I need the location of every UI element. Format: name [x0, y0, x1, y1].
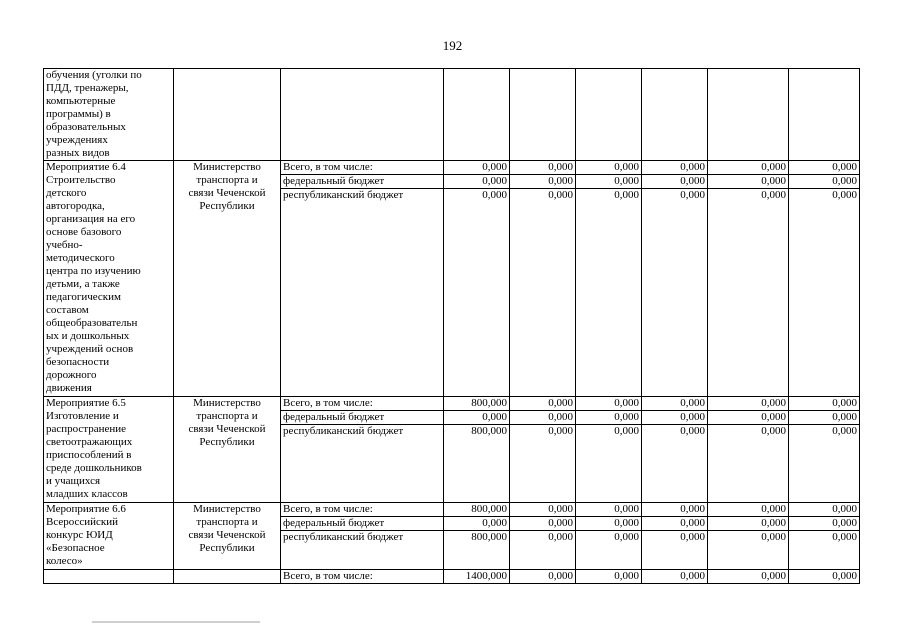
executor-line: транспорта и: [196, 410, 258, 422]
event-line: дорожного: [46, 369, 97, 381]
event-line: компьютерные: [46, 95, 116, 107]
executor-cell: [174, 69, 281, 161]
footer-path-mark: [92, 619, 262, 625]
event-line: автогородка,: [46, 200, 105, 212]
executor-line: Республики: [199, 436, 255, 448]
executor-line: Министерство: [193, 503, 261, 515]
budget-table: [43, 68, 860, 584]
value-cell: 0,000: [510, 531, 576, 570]
value-cell: [708, 69, 789, 161]
source-label: республиканский бюджет: [281, 189, 444, 397]
event-line: учебно-: [46, 239, 83, 251]
event-line: младших классов: [46, 488, 128, 500]
event-line: учреждений основ: [46, 343, 134, 355]
value-cell: 0,000: [789, 503, 860, 517]
event-line: разных видов: [46, 147, 110, 159]
event-line: колесо»: [46, 555, 83, 567]
value-cell: 800,000: [444, 425, 510, 503]
value-cell: [576, 69, 642, 161]
value-cell: 0,000: [642, 531, 708, 570]
value-cell: 0,000: [642, 517, 708, 531]
value-cell: 0,000: [789, 189, 860, 397]
value-cell: 0,000: [642, 503, 708, 517]
value-cell: 800,000: [444, 531, 510, 570]
value-cell: 0,000: [642, 411, 708, 425]
value-cell: 0,000: [510, 161, 576, 175]
value-cell: 0,000: [510, 503, 576, 517]
executor-line: связи Чеченской: [188, 423, 266, 435]
value-cell: 0,000: [708, 397, 789, 411]
table-row: [44, 69, 860, 161]
event-line: образовательных: [46, 121, 126, 133]
executor-cell: [174, 570, 281, 584]
event-line: методического: [46, 252, 115, 264]
event-line: общеобразовательн: [46, 317, 138, 329]
event-line: центра по изучению: [46, 265, 141, 277]
value-cell: [789, 69, 860, 161]
value-cell: 0,000: [510, 570, 576, 584]
source-label: Всего, в том числе:: [281, 161, 444, 175]
event-line: ых и дошкольных: [46, 330, 130, 342]
value-cell: 0,000: [789, 425, 860, 503]
value-cell: 0,000: [708, 503, 789, 517]
event-line: движения: [46, 382, 92, 394]
executor-line: связи Чеченской: [188, 187, 266, 199]
event-line: Мероприятие 6.4: [46, 161, 126, 173]
value-cell: 0,000: [642, 425, 708, 503]
event-line: Мероприятие 6.6: [46, 503, 126, 515]
event-line: детьми, а также: [46, 278, 120, 290]
total-row: [44, 570, 860, 584]
value-cell: 0,000: [576, 517, 642, 531]
source-label: Всего, в том числе:: [281, 397, 444, 411]
event-cell: [44, 397, 174, 503]
event-line: педагогическим: [46, 291, 122, 303]
value-cell: 1400,000: [444, 570, 510, 584]
value-cell: 0,000: [708, 411, 789, 425]
event-line: детского: [46, 187, 87, 199]
value-cell: 0,000: [510, 175, 576, 189]
event-cell: [44, 570, 174, 584]
event-line: учреждениях: [46, 134, 108, 146]
value-cell: 0,000: [642, 397, 708, 411]
executor-line: Республики: [199, 200, 255, 212]
event-line: обучения (уголки по: [46, 69, 142, 81]
value-cell: 0,000: [789, 517, 860, 531]
event-line: Строительство: [46, 174, 116, 186]
event-line: Изготовление и: [46, 410, 119, 422]
event-line: программы) в: [46, 108, 111, 120]
source-label: федеральный бюджет: [281, 517, 444, 531]
value-cell: 0,000: [444, 161, 510, 175]
footer-file-path: [92, 619, 262, 627]
executor-cell: [174, 397, 281, 503]
value-cell: 0,000: [510, 425, 576, 503]
value-cell: 0,000: [789, 531, 860, 570]
source-label: Всего, в том числе:: [281, 503, 444, 517]
value-cell: 0,000: [576, 411, 642, 425]
event-line: организация на его: [46, 213, 136, 225]
value-cell: 0,000: [444, 189, 510, 397]
event-cell: [44, 503, 174, 570]
value-cell: 0,000: [576, 425, 642, 503]
event-line: приспособлений в: [46, 449, 132, 461]
executor-line: связи Чеченской: [188, 529, 266, 541]
value-cell: 0,000: [789, 175, 860, 189]
value-cell: 0,000: [576, 397, 642, 411]
value-cell: 0,000: [708, 531, 789, 570]
source-label: федеральный бюджет: [281, 175, 444, 189]
event-line: светоотражающих: [46, 436, 133, 448]
executor-cell: [174, 161, 281, 397]
value-cell: 0,000: [708, 189, 789, 397]
value-cell: 0,000: [708, 161, 789, 175]
value-cell: 0,000: [444, 175, 510, 189]
value-cell: 0,000: [642, 570, 708, 584]
value-cell: 0,000: [642, 161, 708, 175]
event-cell: [44, 161, 174, 397]
value-cell: 0,000: [789, 397, 860, 411]
source-label: республиканский бюджет: [281, 425, 444, 503]
value-cell: 0,000: [642, 175, 708, 189]
event-line: конкурс ЮИД: [46, 529, 113, 541]
executor-line: Министерство: [193, 397, 261, 409]
event-line: «Безопасное: [46, 542, 105, 554]
value-cell: 0,000: [576, 175, 642, 189]
executor-line: Министерство: [193, 161, 261, 173]
value-cell: 0,000: [510, 397, 576, 411]
value-cell: 0,000: [444, 411, 510, 425]
value-cell: 800,000: [444, 397, 510, 411]
table-row: [44, 161, 860, 175]
value-cell: 0,000: [708, 517, 789, 531]
event-line: основе базового: [46, 226, 122, 238]
event-line: распространение: [46, 423, 127, 435]
event-line: Всероссийский: [46, 516, 119, 528]
value-cell: [510, 69, 576, 161]
event-line: составом: [46, 304, 89, 316]
value-cell: 0,000: [708, 570, 789, 584]
value-cell: 0,000: [789, 411, 860, 425]
executor-line: транспорта и: [196, 516, 258, 528]
event-line: ПДД, тренажеры,: [46, 82, 129, 94]
source-cell: [281, 69, 444, 161]
value-cell: 0,000: [576, 161, 642, 175]
value-cell: 0,000: [510, 517, 576, 531]
value-cell: [642, 69, 708, 161]
table-row: [44, 397, 860, 411]
event-cell: [44, 69, 174, 161]
table-row: [44, 503, 860, 517]
event-line: и учащихся: [46, 475, 101, 487]
value-cell: [444, 69, 510, 161]
executor-cell: [174, 503, 281, 570]
value-cell: 0,000: [789, 161, 860, 175]
value-cell: 0,000: [642, 189, 708, 397]
event-line: среде дошкольников: [46, 462, 142, 474]
value-cell: 0,000: [576, 189, 642, 397]
source-label: республиканский бюджет: [281, 531, 444, 570]
event-line: Мероприятие 6.5: [46, 397, 126, 409]
event-line: безопасности: [46, 356, 110, 368]
value-cell: 0,000: [444, 517, 510, 531]
executor-line: транспорта и: [196, 174, 258, 186]
executor-line: Республики: [199, 542, 255, 554]
value-cell: 0,000: [576, 503, 642, 517]
value-cell: 0,000: [708, 425, 789, 503]
value-cell: 0,000: [576, 531, 642, 570]
value-cell: 0,000: [708, 175, 789, 189]
value-cell: 0,000: [510, 411, 576, 425]
value-cell: 0,000: [510, 189, 576, 397]
value-cell: 0,000: [789, 570, 860, 584]
page-number: 192: [442, 38, 463, 53]
value-cell: 800,000: [444, 503, 510, 517]
source-label: федеральный бюджет: [281, 411, 444, 425]
source-label: Всего, в том числе:: [281, 570, 444, 584]
value-cell: 0,000: [576, 570, 642, 584]
